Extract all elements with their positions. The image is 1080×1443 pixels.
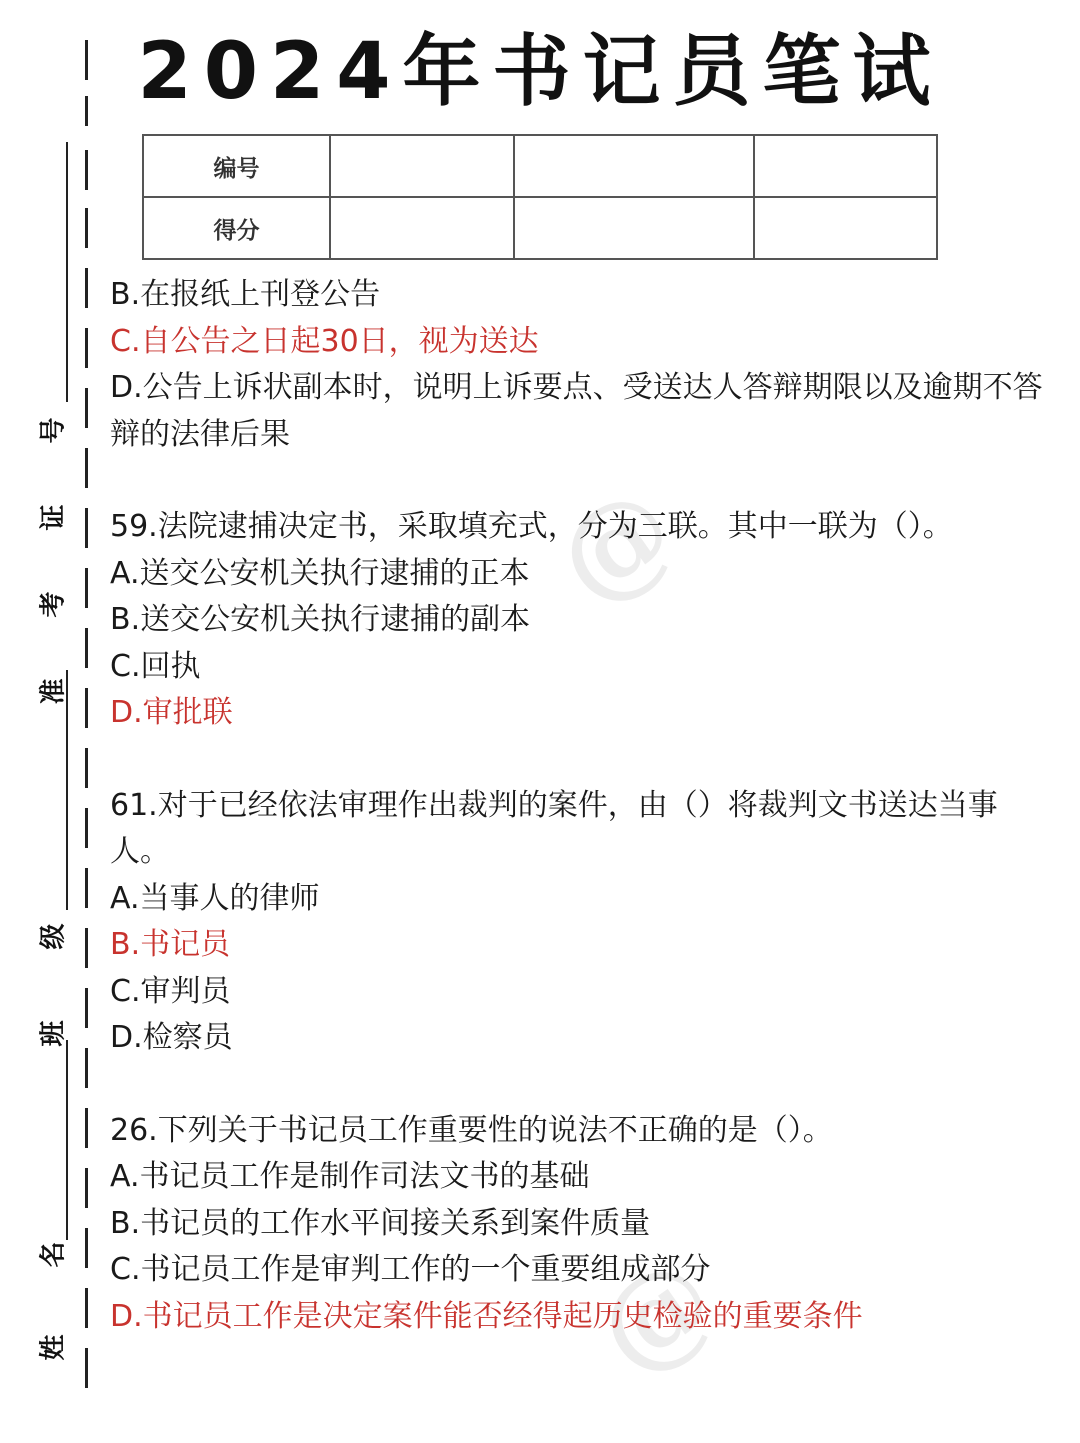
option-d-answer: D.书记员工作是决定案件能否经得起历史检验的重要条件 bbox=[110, 1298, 863, 1334]
option-c: C.书记员工作是审判工作的一个重要组成部分 bbox=[110, 1252, 711, 1287]
id-number-cell[interactable] bbox=[330, 135, 514, 197]
option-d: D.检察员 bbox=[110, 1020, 233, 1055]
question-block bbox=[110, 504, 1050, 737]
score-cell[interactable] bbox=[754, 197, 938, 259]
watermark: @ bbox=[532, 460, 698, 629]
question-stem: 61.对于已经依法审理作出裁判的案件，由（）将裁判文书送达当事人。 bbox=[110, 787, 998, 869]
option-a: A.书记员工作是制作司法文书的基础 bbox=[110, 1159, 590, 1194]
option-a: A.送交公安机关执行逮捕的正本 bbox=[110, 555, 530, 591]
score-cell[interactable] bbox=[330, 197, 514, 259]
score-cell[interactable] bbox=[514, 197, 754, 259]
option-c-answer: C.自公告之日起30日，视为送达 bbox=[110, 323, 539, 359]
option-c: C.审判员 bbox=[110, 973, 231, 1009]
id-number-cell[interactable] bbox=[514, 135, 754, 197]
option-b: B.在报纸上刊登公告 bbox=[110, 277, 381, 312]
question-stem: 26.下列关于书记员工作重要性的说法不正确的是（）。 bbox=[110, 1112, 833, 1148]
id-number-cell[interactable] bbox=[754, 135, 938, 197]
class-label: 级 班 bbox=[38, 923, 69, 1047]
page-title: 2024年书记员笔试 bbox=[137, 27, 943, 117]
watermark: @ bbox=[572, 1230, 738, 1399]
score-table bbox=[142, 134, 938, 260]
table-row bbox=[143, 197, 937, 259]
option-d: D.公告上诉状副本时，说明上诉要点、受送达人答辩期限以及逾期不答辩的法律后果 bbox=[110, 370, 1043, 452]
id-number-label: 编号 bbox=[143, 135, 330, 197]
table-row bbox=[143, 135, 937, 197]
option-a: A.当事人的律师 bbox=[110, 880, 320, 916]
question-block bbox=[110, 783, 1050, 1062]
name-label: 名 姓 bbox=[38, 1241, 69, 1361]
question-list bbox=[110, 272, 1050, 1340]
option-b: B.书记员的工作水平间接关系到案件质量 bbox=[110, 1205, 651, 1241]
option-c: C.回执 bbox=[110, 648, 201, 684]
exam-id-label: 号 证 考 准 bbox=[38, 417, 69, 705]
option-b: B.送交公安机关执行逮捕的副本 bbox=[110, 602, 531, 637]
score-label: 得分 bbox=[143, 197, 330, 259]
option-b-answer: B.书记员 bbox=[110, 927, 231, 962]
question-block bbox=[110, 1108, 1050, 1341]
option-d-answer: D.审批联 bbox=[110, 695, 233, 730]
question-block bbox=[110, 272, 1050, 458]
question-stem: 59.法院逮捕决定书，采取填充式，分为三联。其中一联为（）。 bbox=[110, 509, 953, 544]
